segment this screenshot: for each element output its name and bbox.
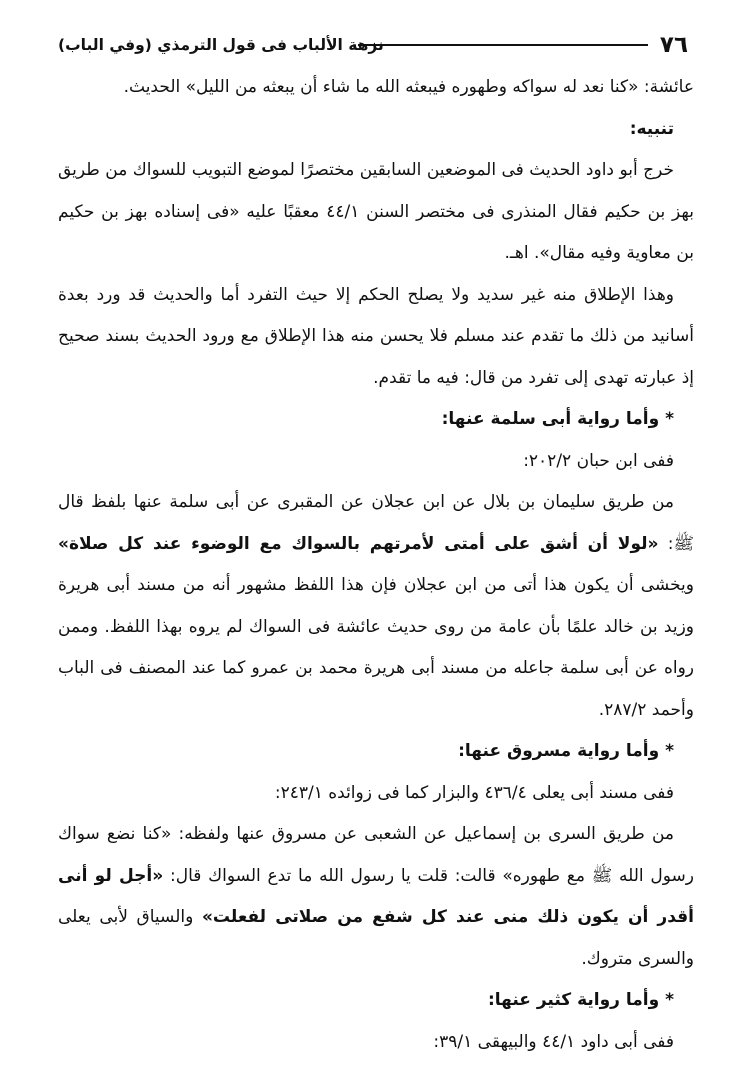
page-header xyxy=(58,30,688,60)
paragraph-abu-yala: ففى مسند أبى يعلى ٤٣٦/٤ والبزار كما فى زوائده ٢٤٣/١: xyxy=(274,782,674,803)
paragraph-ibn-hibban: ففى ابن حبان ٢٠٢/٢: xyxy=(523,450,674,471)
paragraph-abu-dawud-bayhaqi: ففى أبى داود ٤٤/١ والبيهقى ٣٩/١: xyxy=(433,1031,674,1052)
page-body xyxy=(58,67,694,1063)
hadith-quote: «أجل لو أنى أقدر أن يكون ذلك منى عند كل شفع من صلاتى لفعلت» xyxy=(58,865,694,927)
section-heading-abu-salama: * وأما رواية أبى سلمة عنها: xyxy=(441,409,674,429)
text-run: والسياق لأبى يعلى والسرى متروك. xyxy=(58,907,694,969)
running-title: نزهة الألباب فى قول الترمذي (وفي الباب) xyxy=(58,36,384,54)
section-heading-masruq: * وأما رواية مسروق عنها: xyxy=(458,741,674,761)
text-run: من طريق سليمان بن بلال عن ابن عجلان عن المقبرى عن أبى سلمة عنها بلفظ قال ﷺ: xyxy=(58,492,694,554)
text-run: ويخشى أن يكون هذا أتى من ابن عجلان فإن هذا اللفظ مشهور أنه من مسند أبى هريرة وزيد بن خالد علمًا بأن عامة من روى حديث عائشة فى السواك لم يروه بهذا اللفظ. وممن رواه عن أبى سلمة جاعله من مسند أبى هريرة محمد بن عمرو كما عند المصنف فى الباب وأحمد ٢٨٧/٢. xyxy=(58,575,694,720)
paragraph-abu-dawud: خرج أبو داود الحديث فى الموضعين السابقين مختصرًا لموضع التبويب للسواك من طريق بهز بن حكيم فقال المنذرى فى مختصر السنن ٤٤/١ معقبًا عليه «فى إسناده بهز بن حكيم بن معاوية وفيه مقال». اهـ. xyxy=(58,160,694,263)
header-rule xyxy=(358,44,648,46)
section-heading-kathir: * وأما رواية كثير عنها: xyxy=(487,990,674,1010)
hadith-quote: «لولا أن أشق على أمتى لأمرتهم بالسواك مع الوضوء عند كل صلاة» xyxy=(58,533,659,554)
paragraph-sulayman-chain xyxy=(58,482,694,731)
paragraph-critique: وهذا الإطلاق منه غير سديد ولا يصلح الحكم إلا حيث التفرد أما والحديث قد ورد بعدة أسانيد من ذلك ما تقدم عند مسلم فلا يحسن منه هذا الإطلاق مع ورود الحديث بسند صحيح إذ عبارته تهدى إلى تفرد من قال: فيه ما تقدم. xyxy=(58,284,694,388)
paragraph-continuation: عائشة: «كنا نعد له سواكه وطهوره فيبعثه الله ما شاء أن يبعثه من الليل» الحديث. xyxy=(123,77,694,97)
paragraph-sari-chain xyxy=(58,814,694,980)
text-run: من طريق السرى بن إسماعيل عن الشعبى عن مسروق عنها ولفظه: «كنا نضع سواك رسول الله ﷺ مع طهوره» قالت: قلت يا رسول الله ما تدع السواك قال: xyxy=(58,824,694,886)
page-number: ٧٦ xyxy=(659,32,688,58)
section-heading-note: تنبيه: xyxy=(629,118,674,139)
